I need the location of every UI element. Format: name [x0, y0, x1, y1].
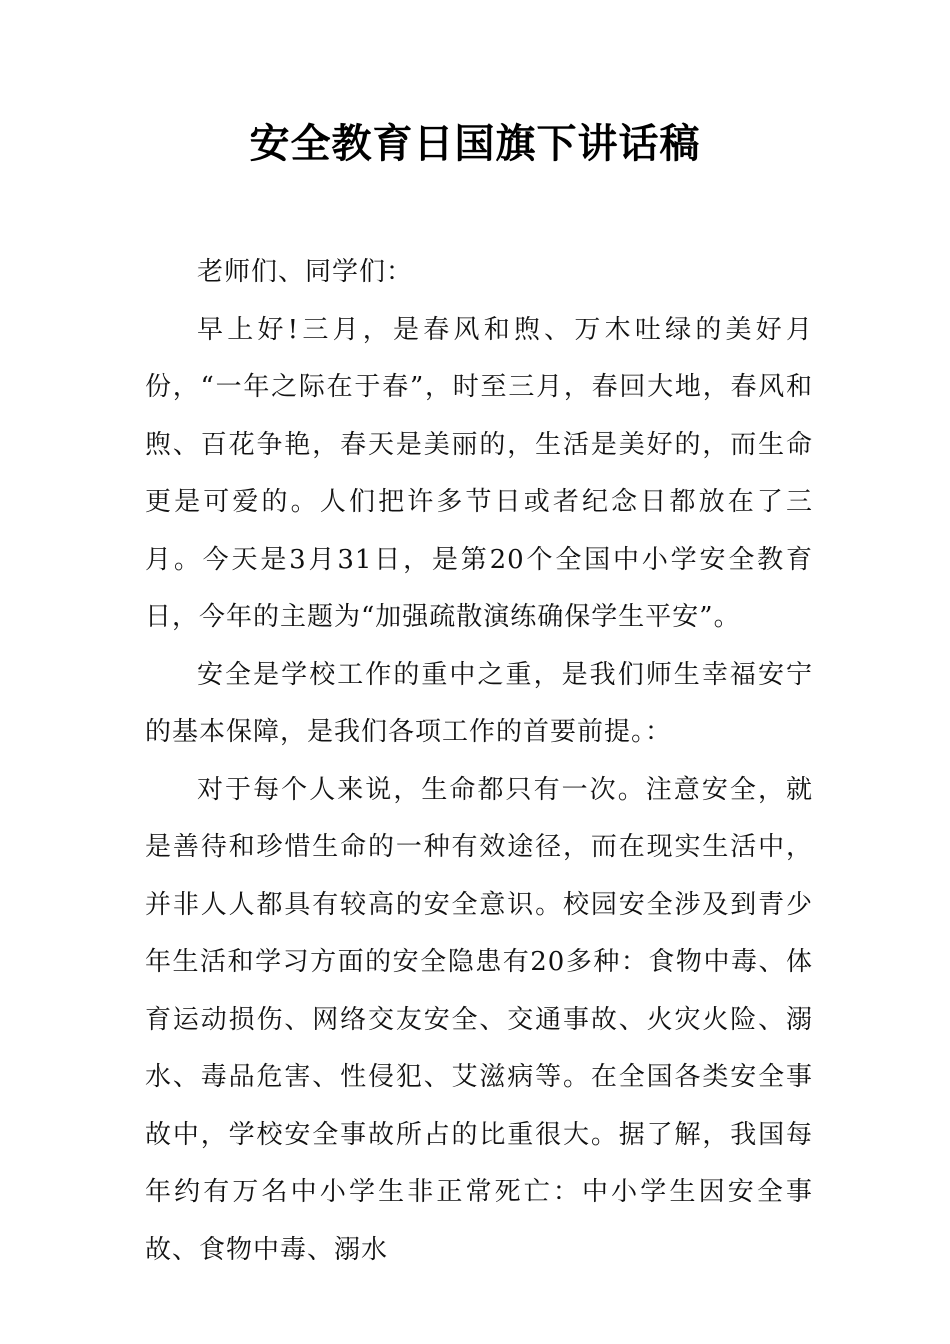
body-paragraph-1: 早上好!三月，是春风和煦、万木吐绿的美好月份，“一年之际在于春”，时至三月，春回大地，春风和煦、百花争艳，春天是美丽的，生活是美好的，而生命更是可爱的。人们把许多节日或者纪念日都放在了三月。今天是3月31日，是第20个全国中小学安全教育日，今年的主题为“加强疏散演练确保学生平安”。: [145, 314, 813, 632]
body-paragraph-3: 对于每个人来说，生命都只有一次。注意安全，就是善待和珍惜生命的一种有效途径，而在现实生活中，并非人人都具有较高的安全意识。校园安全涉及到青少年生活和学习方面的安全隐患有20多种：食物中毒、体育运动损伤、网络交友安全、交通事故、火灾火险、溺水、毒品危害、性侵犯、艾滋病等。在全国各类安全事故中，学校安全事故所占的比重很大。据了解，我国每年约有万名中小学生非正常死亡：中小学生因安全事故、食物中毒、溺水: [145, 774, 813, 1265]
salutation-paragraph: 老师们、同学们：: [197, 257, 414, 287]
document-title: 安全教育日国旗下讲话稿: [249, 120, 701, 167]
document-body: [145, 244, 813, 1279]
body-paragraph-2: 安全是学校工作的重中之重，是我们师生幸福安宁的基本保障，是我们各项工作的首要前提。：: [145, 659, 813, 747]
